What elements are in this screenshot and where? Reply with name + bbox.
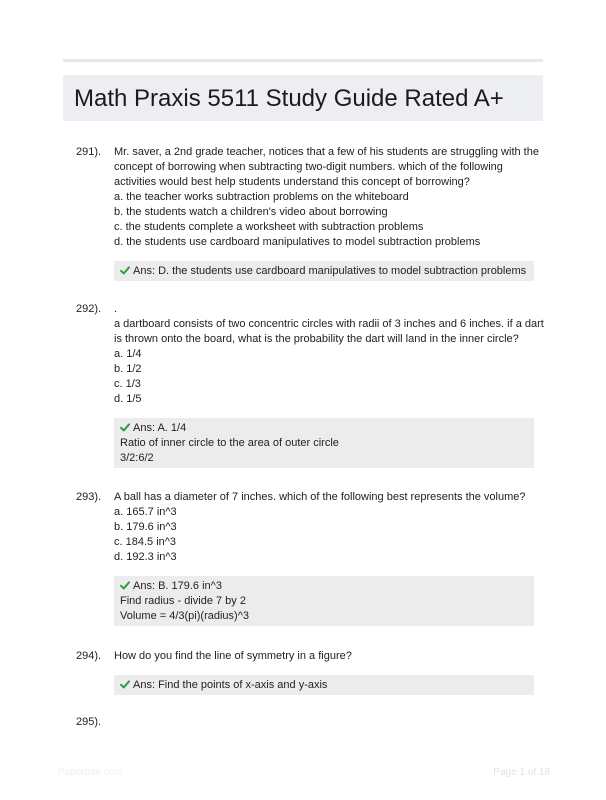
explanation-line: 3/2:6/2 — [120, 452, 154, 464]
checkmark-icon — [120, 581, 130, 590]
answer-box — [114, 261, 534, 281]
answer-line — [120, 579, 528, 594]
option-c: c. 184.5 in^3 — [114, 536, 177, 548]
question-292 — [76, 302, 546, 468]
option-b: b. 179.6 in^3 — [114, 521, 177, 533]
question-291 — [76, 145, 546, 281]
answer-line — [120, 678, 528, 693]
answer-text: Ans: A. 1/4 — [133, 422, 187, 434]
option-a: a. 1/4 — [114, 348, 142, 360]
question-line: . — [114, 303, 118, 315]
question-294 — [76, 649, 546, 695]
question-number: 292). — [76, 303, 102, 315]
question-number: 295). — [76, 716, 102, 728]
question-line: How do you find the line of symmetry in a figure? — [114, 650, 352, 662]
question-line: concept of borrowing when subtracting two-digit numbers. which of the following — [114, 161, 503, 173]
checkmark-icon — [120, 266, 130, 275]
answer-line — [120, 264, 528, 279]
document-title: Math Praxis 5511 Study Guide Rated A+ — [74, 85, 504, 112]
question-number: 293). — [76, 491, 102, 503]
option-d: d. the students use cardboard manipulatives to model subtraction problems — [114, 236, 481, 248]
question-number: 294). — [76, 650, 102, 662]
option-d: d. 192.3 in^3 — [114, 551, 177, 563]
answer-text: Ans: B. 179.6 in^3 — [133, 580, 222, 592]
title-band — [63, 75, 543, 121]
option-a: a. the teacher works subtraction problems on the whiteboard — [114, 191, 409, 203]
option-c: c. 1/3 — [114, 378, 141, 390]
option-d: d. 1/5 — [114, 393, 142, 405]
option-a: a. 165.7 in^3 — [114, 506, 177, 518]
option-b: b. 1/2 — [114, 363, 142, 375]
answer-text: Ans: D. the students use cardboard manipulatives to model subtraction problems — [133, 265, 527, 277]
question-line: is thrown onto the board, what is the probability the dart will land in the inner circle? — [114, 333, 519, 345]
question-text — [114, 649, 546, 664]
question-293 — [76, 490, 546, 626]
checkmark-icon — [120, 680, 130, 689]
question-text — [114, 490, 546, 565]
answer-text: Ans: Find the points of x-axis and y-axis — [133, 679, 328, 691]
explanation-line: Volume = 4/3(pi)(radius)^3 — [120, 610, 249, 622]
question-text — [114, 302, 546, 407]
option-b: b. the students watch a children's video about borrowing — [114, 206, 388, 218]
question-line: activities would best help students understand this concept of borrowing? — [114, 176, 470, 188]
question-line: A ball has a diameter of 7 inches. which of the following best represents the volume? — [114, 491, 526, 503]
question-line: Mr. saver, a 2nd grade teacher, notices that a few of his students are struggling with the — [114, 146, 539, 158]
answer-box — [114, 675, 534, 695]
answer-line — [120, 421, 528, 436]
page-indicator: Page 1 of 18 — [493, 767, 550, 778]
checkmark-icon — [120, 423, 130, 432]
explanation-line: Ratio of inner circle to the area of outer circle — [120, 437, 339, 449]
answer-box — [114, 418, 534, 468]
top-divider — [63, 59, 543, 62]
answer-box — [114, 576, 534, 626]
explanation-line: Find radius - divide 7 by 2 — [120, 595, 246, 607]
option-c: c. the students complete a worksheet with subtraction problems — [114, 221, 424, 233]
question-text — [114, 145, 546, 250]
question-line: a dartboard consists of two concentric circles with radii of 3 inches and 6 inches. if a dart — [114, 318, 544, 330]
question-number: 291). — [76, 146, 102, 158]
footer-source: Paperbite.com — [58, 767, 123, 778]
